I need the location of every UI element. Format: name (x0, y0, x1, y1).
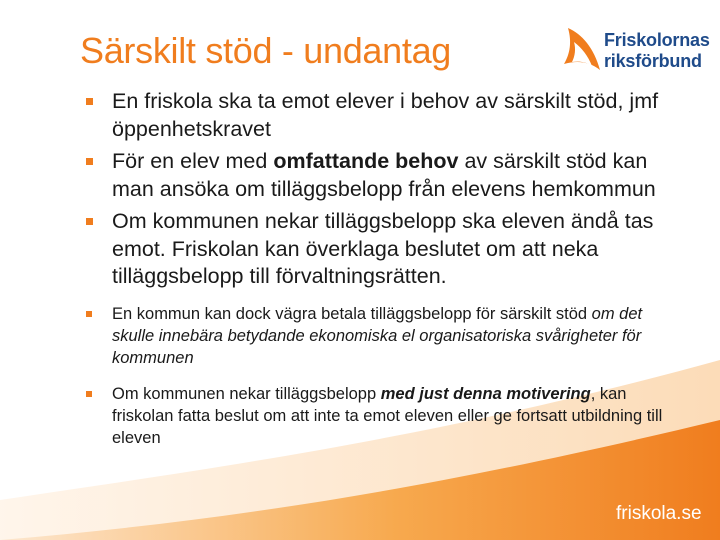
bullet-item (86, 148, 686, 203)
square-bullet-icon (86, 158, 93, 165)
bullet-text: En friskola ska ta emot elever i behov av särskilt stöd, jmf öppenhetskravet (112, 89, 659, 141)
bullet-item (86, 303, 686, 369)
logo-text (604, 30, 710, 72)
square-bullet-icon (86, 311, 92, 317)
bullet-text: Om kommunen nekar tilläggsbelopp med just denna motivering, kan friskolan fatta beslut om att inte ta emot eleven eller ge fortsatt utbildning till eleven (112, 384, 663, 447)
bold-italic-emphasis: med just denna motivering (380, 384, 591, 403)
footer-url: friskola.se (616, 503, 702, 524)
bullet-text: För en elev med omfattande behov av särskilt stöd kan man ansöka om tilläggsbelopp från elevens hemkommun (112, 149, 656, 201)
sail-logo-icon (562, 26, 602, 74)
bold-emphasis: omfattande behov (273, 149, 459, 173)
bullet-list (86, 88, 686, 449)
friskolornas-logo (562, 24, 710, 78)
slide-title: Särskilt stöd - undantag (80, 30, 452, 71)
logo-line-1: Friskolornas (604, 30, 710, 50)
italic-emphasis: om det skulle innebära betydande ekonomiska el organisatoriska svårigheter för kommunen (112, 304, 643, 367)
bullet-item (86, 383, 686, 449)
square-bullet-icon (86, 391, 92, 397)
logo-line-2: riksförbund (604, 51, 702, 71)
bullet-text: En kommun kan dock vägra betala tilläggsbelopp för särskilt stöd om det skulle innebära betydande ekonomiska el organisatoriska svårigheter för kommunen (112, 304, 643, 367)
square-bullet-icon (86, 98, 93, 105)
bullet-item (86, 208, 686, 291)
bullet-text: Om kommunen nekar tilläggsbelopp ska eleven ändå tas emot. Friskolan kan överklaga beslutet om att neka tilläggsbelopp till förvaltningsrätten. (112, 209, 654, 288)
bullet-item (86, 88, 686, 143)
square-bullet-icon (86, 218, 93, 225)
